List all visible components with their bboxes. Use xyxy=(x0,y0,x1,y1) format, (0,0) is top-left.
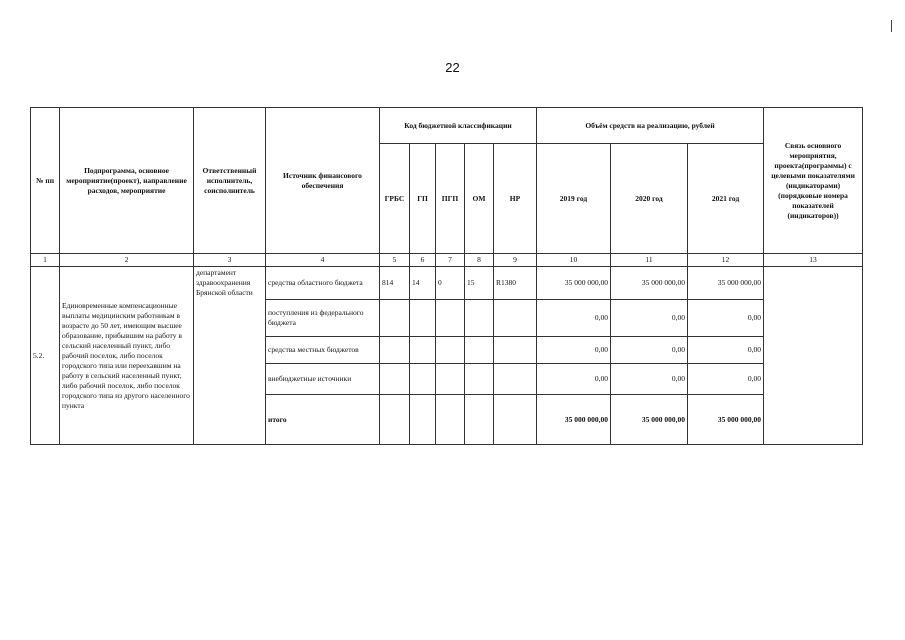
table-row xyxy=(31,267,863,300)
code-om xyxy=(465,300,494,337)
header-2021: 2021 год xyxy=(688,144,764,254)
source-name: средства областного бюджета xyxy=(266,267,380,300)
column-number: 13 xyxy=(764,254,863,267)
indicator-link-cell xyxy=(764,267,863,445)
code-gp xyxy=(410,364,436,395)
code-gp xyxy=(410,395,436,445)
column-number: 1 xyxy=(31,254,60,267)
amount-2020-total: 35 000 000,00 xyxy=(611,395,688,445)
column-number: 5 xyxy=(380,254,410,267)
column-number: 4 xyxy=(266,254,380,267)
column-number: 8 xyxy=(465,254,494,267)
code-gp: 14 xyxy=(410,267,436,300)
amount-2021: 0,00 xyxy=(688,337,764,364)
header-row-1 xyxy=(31,108,863,144)
column-number: 9 xyxy=(494,254,537,267)
row-number: 5.2. xyxy=(31,267,60,445)
column-number-row xyxy=(31,254,863,267)
source-name: средства местных бюджетов xyxy=(266,337,380,364)
source-name: внебюджетные источники xyxy=(266,364,380,395)
column-number: 3 xyxy=(194,254,266,267)
column-number: 11 xyxy=(611,254,688,267)
financing-table xyxy=(30,107,863,445)
source-name: поступления из федерального бюджета xyxy=(266,300,380,337)
row-program-text: Единовременные компенсационные выплаты медицинским работникам в возрасте до 50 лет, имеющим высшее образование, прибывшим на работу в сельский населенный пункт, либо рабочий поселок, либо поселок городского типа или переехавшим на работу в сельский населенный пункт, либо рабочий поселок, либо поселок городского типа из другого населенного пункта xyxy=(60,267,194,445)
amount-2019: 0,00 xyxy=(537,300,611,337)
code-om xyxy=(465,364,494,395)
code-om xyxy=(465,337,494,364)
header-executor: Ответственный исполнитель, соисполнитель xyxy=(194,108,266,254)
code-pgp xyxy=(436,300,465,337)
code-grbs xyxy=(380,395,410,445)
amount-2020: 0,00 xyxy=(611,300,688,337)
amount-2019: 0,00 xyxy=(537,337,611,364)
amount-2019: 0,00 xyxy=(537,364,611,395)
header-2019: 2019 год xyxy=(537,144,611,254)
amount-2021-total: 35 000 000,00 xyxy=(688,395,764,445)
code-pgp: 0 xyxy=(436,267,465,300)
header-nr: НР xyxy=(494,144,537,254)
column-number: 10 xyxy=(537,254,611,267)
amount-2020: 35 000 000,00 xyxy=(611,267,688,300)
code-gp xyxy=(410,337,436,364)
code-nr: R1380 xyxy=(494,267,537,300)
header-program: Подпрограмма, основное мероприятие(проект), направление расходов, мероприятие xyxy=(60,108,194,254)
code-grbs xyxy=(380,364,410,395)
header-grbs: ГРБС xyxy=(380,144,410,254)
page-number: 22 xyxy=(445,60,460,75)
header-2020: 2020 год xyxy=(611,144,688,254)
header-gp: ГП xyxy=(410,144,436,254)
code-pgp xyxy=(436,395,465,445)
amount-2019-total: 35 000 000,00 xyxy=(537,395,611,445)
code-nr xyxy=(494,300,537,337)
column-number: 2 xyxy=(60,254,194,267)
header-num: № пп xyxy=(31,108,60,254)
code-pgp xyxy=(436,337,465,364)
code-gp xyxy=(410,300,436,337)
code-om: 15 xyxy=(465,267,494,300)
amount-2019: 35 000 000,00 xyxy=(537,267,611,300)
amount-2021: 35 000 000,00 xyxy=(688,267,764,300)
column-number: 6 xyxy=(410,254,436,267)
column-number: 7 xyxy=(436,254,465,267)
code-nr xyxy=(494,395,537,445)
header-volume: Объём средств на реализацию, рублей xyxy=(537,108,764,144)
header-source: Источник финансового обеспечения xyxy=(266,108,380,254)
code-grbs xyxy=(380,300,410,337)
amount-2020: 0,00 xyxy=(611,364,688,395)
header-budget-code: Код бюджетной классификации xyxy=(380,108,537,144)
amount-2020: 0,00 xyxy=(611,337,688,364)
margin-mark xyxy=(891,20,892,32)
header-om: ОМ xyxy=(465,144,494,254)
source-name-total: итого xyxy=(266,395,380,445)
code-pgp xyxy=(436,364,465,395)
code-grbs: 814 xyxy=(380,267,410,300)
header-pgp: ПГП xyxy=(436,144,465,254)
code-om xyxy=(465,395,494,445)
amount-2021: 0,00 xyxy=(688,300,764,337)
column-number: 12 xyxy=(688,254,764,267)
code-nr xyxy=(494,337,537,364)
header-link: Связь основного мероприятия, проекта(программы) с целевыми показателями (индикаторами) (порядковые номера показателей (индикаторов)) xyxy=(764,108,863,254)
amount-2021: 0,00 xyxy=(688,364,764,395)
row-executor: департамент здравоохранения Брянской области xyxy=(194,267,266,445)
code-grbs xyxy=(380,337,410,364)
code-nr xyxy=(494,364,537,395)
